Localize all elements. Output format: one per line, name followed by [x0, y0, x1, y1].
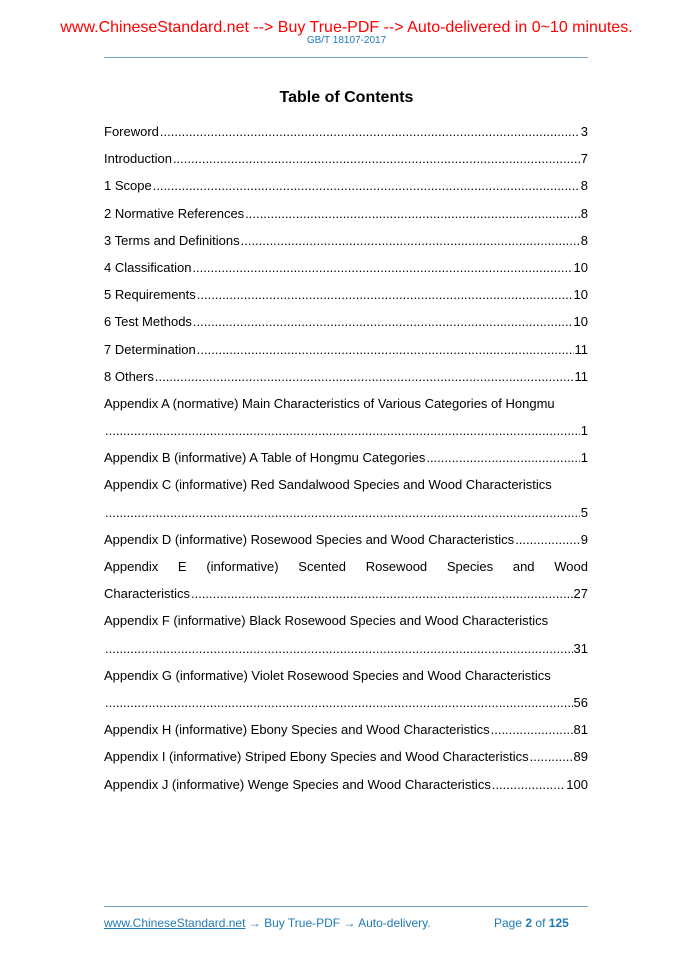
toc-entry-text: 5 Requirements: [104, 287, 196, 303]
toc-entry-page: 10: [573, 259, 588, 275]
toc-leader-dots: [160, 118, 580, 145]
toc-entry-text: Appendix J (informative) Wenge Species and Wood Characteristics: [104, 776, 491, 792]
toc-entry-appendix-j[interactable]: [104, 771, 588, 798]
toc-entry-page: 1: [580, 423, 588, 439]
toc-entry-text: 2 Normative References: [104, 205, 245, 221]
footer-promo-text: → Buy True-PDF → Auto-delivery.: [245, 916, 431, 930]
toc-leader-dots: [105, 689, 573, 716]
toc-entry-scope[interactable]: [104, 172, 588, 199]
toc-entry-page: 10: [573, 314, 588, 330]
toc-entry-appendix-d[interactable]: [104, 526, 588, 553]
toc-leader-dots: [155, 363, 574, 390]
toc-entry-classification[interactable]: [104, 254, 588, 281]
toc-entry-page: 5: [580, 504, 588, 520]
toc-entry-foreword[interactable]: [104, 118, 588, 145]
toc-leader-dots: [105, 417, 580, 444]
toc-entry-introduction[interactable]: [104, 145, 588, 172]
toc-leader-dots: [245, 200, 580, 227]
toc-entry-page: 8: [580, 232, 588, 248]
toc-entry-page: 31: [573, 640, 588, 656]
toc-leader-dots: [105, 635, 573, 662]
toc-entry-requirements[interactable]: [104, 281, 588, 308]
toc-leader-dots: [153, 172, 580, 199]
toc-leader-dots: [491, 716, 573, 743]
toc-leader-dots: [492, 771, 565, 798]
toc-entry-text: Appendix I (informative) Striped Ebony Species and Wood Characteristics: [104, 749, 529, 765]
toc-entry-text: Introduction: [104, 151, 172, 167]
toc-entry-text: 7 Determination: [104, 341, 196, 357]
page-current: 2: [525, 916, 533, 930]
toc-entry-page: 10: [573, 287, 588, 303]
promo-banner[interactable]: www.ChineseStandard.net --> Buy True-PDF --> Auto-delivered in 0~10 minutes.: [60, 19, 633, 36]
toc-entry-appendix-i[interactable]: [104, 743, 588, 770]
toc-entry-appendix-a[interactable]: [104, 390, 588, 444]
toc-entry-text: Characteristics: [104, 586, 190, 602]
document-code: GB/T 18107-2017: [306, 35, 387, 46]
toc-entry-page: 56: [573, 694, 588, 710]
toc-leader-dots: [426, 444, 579, 471]
toc-entry-text: 8 Others: [104, 368, 154, 384]
toc-entry-page: 8: [580, 205, 588, 221]
toc-entry-text: Appendix C (informative) Red Sandalwood Species and Wood Characteristics: [104, 477, 552, 493]
toc-entry-text: Appendix F (informative) Black Rosewood Species and Wood Characteristics: [104, 613, 549, 629]
toc-entry-page: 3: [580, 124, 588, 139]
toc-entry-appendix-g[interactable]: [104, 662, 588, 716]
toc-entry-appendix-e[interactable]: [104, 553, 588, 607]
header-divider: [104, 57, 588, 58]
toc-title: Table of Contents: [279, 89, 414, 106]
toc-leader-dots: [530, 743, 573, 770]
toc-entry-determination[interactable]: [104, 336, 588, 363]
page-total: 125: [548, 916, 569, 930]
toc-entry-page: 11: [574, 341, 588, 357]
toc-entry-text: Appendix B (informative) A Table of Hongmu Categories: [104, 450, 426, 466]
toc-entry-terms-definitions[interactable]: [104, 227, 588, 254]
toc-entry-page: 89: [573, 749, 588, 765]
page-indicator: [494, 916, 569, 930]
toc-entry-text: Foreword: [104, 124, 159, 139]
footer-site-link[interactable]: www.ChineseStandard.net: [104, 916, 246, 930]
toc-entry-appendix-f[interactable]: [104, 607, 588, 661]
toc-entry-text: 3 Terms and Definitions: [104, 232, 240, 248]
toc-entry-page: 9: [580, 531, 588, 547]
toc-leader-dots: [173, 145, 580, 172]
toc-entry-text: Appendix H (informative) Ebony Species and Wood Characteristics: [104, 722, 490, 738]
footer-promo: [104, 916, 431, 930]
toc-leader-dots: [191, 580, 573, 607]
table-of-contents: [104, 118, 588, 798]
toc-leader-dots: [197, 281, 573, 308]
toc-entry-text: Appendix G (informative) Violet Rosewood Species and Wood Characteristics: [104, 667, 551, 683]
toc-entry-page: 8: [580, 178, 588, 194]
page-label: Page: [494, 916, 523, 930]
toc-entry-text: Appendix A (normative) Main Characteristics of Various Categories of Hongmu: [104, 395, 555, 411]
toc-leader-dots: [193, 308, 573, 335]
toc-entry-appendix-c[interactable]: [104, 471, 588, 525]
toc-entry-text: 1 Scope: [104, 178, 152, 194]
toc-entry-page: 100: [566, 776, 588, 792]
footer-divider: [104, 906, 588, 907]
toc-leader-dots: [515, 526, 580, 553]
toc-leader-dots: [105, 499, 580, 526]
toc-entry-page: 27: [573, 586, 588, 602]
toc-entry-text: Appendix D (informative) Rosewood Species and Wood Characteristics: [104, 531, 515, 547]
toc-entry-appendix-b[interactable]: [104, 444, 588, 471]
toc-entry-page: 1: [580, 450, 588, 466]
toc-entry-page: 81: [573, 722, 588, 738]
toc-entry-test-methods[interactable]: [104, 308, 588, 335]
page-of: of: [535, 916, 546, 930]
toc-entry-text: 6 Test Methods: [104, 314, 192, 330]
toc-entry-text: 4 Classification: [104, 259, 192, 275]
toc-leader-dots: [197, 336, 574, 363]
toc-entry-text-line1: Appendix E (informative) Scented Rosewood Species and Wood: [104, 559, 588, 574]
toc-entry-page: 7: [580, 151, 588, 167]
toc-entry-normative-references[interactable]: [104, 200, 588, 227]
toc-entry-others[interactable]: [104, 363, 588, 390]
toc-entry-page: 11: [574, 368, 588, 384]
toc-leader-dots: [241, 227, 580, 254]
toc-entry-appendix-h[interactable]: [104, 716, 588, 743]
toc-leader-dots: [192, 254, 572, 281]
